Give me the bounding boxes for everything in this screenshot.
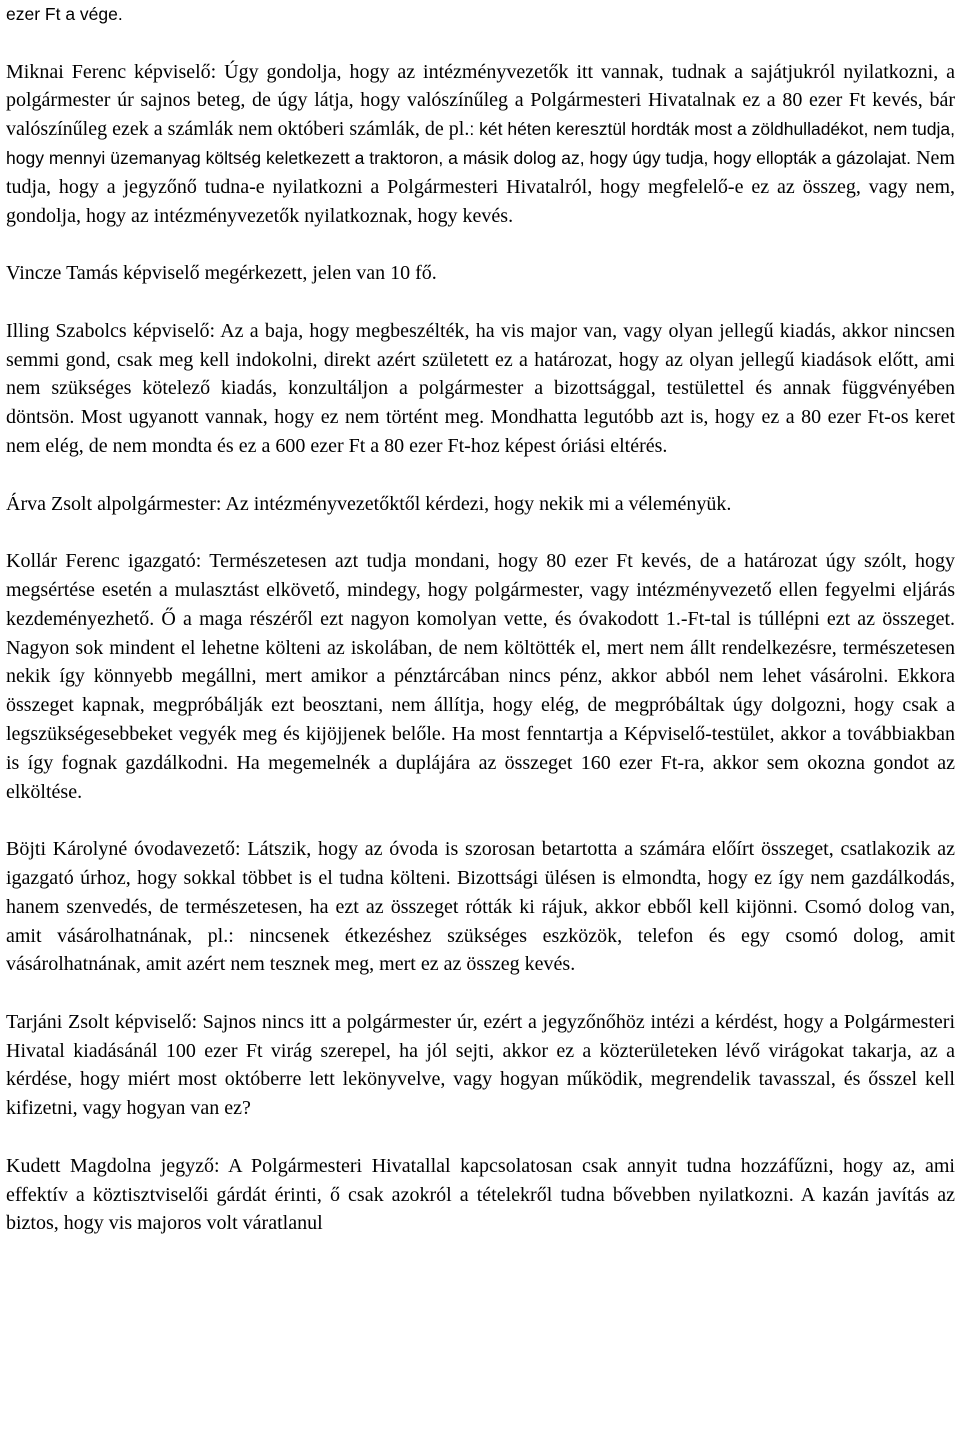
paragraph-text: Tarjáni Zsolt képviselő: Sajnos nincs itt a polgármester úr, ezért a jegyzőnőhöz intézi a kérdést, hogy a Polgármesteri Hivatal kiadásánál 100 ezer Ft virág szerepel, ha jól sejti, akkor ez a közterületeken lévő virágokat takarja, az a kérdése, hogy miért most októberre lett lekönyvelve, vagy hogyan működik, megrendelik tavasszal, és ősszel kell kifizetni, vagy hogyan van ez? (6, 1010, 955, 1120)
paragraph-gap (6, 979, 955, 1008)
paragraph-bojti-karolyne (6, 835, 955, 979)
paragraph-arva-zsolt (6, 490, 955, 519)
paragraph-gap (6, 230, 955, 259)
paragraph-kudett-magdolna (6, 1152, 955, 1238)
paragraph-kollar-ferenc (6, 547, 955, 806)
paragraph-illing-szabolcs (6, 317, 955, 461)
paragraph-gap (6, 518, 955, 547)
paragraph-tarjani-zsolt (6, 1008, 955, 1123)
paragraph-text: Miknai Ferenc képviselő: Úgy gondolja, hogy az intézményvezetők itt vannak, tudnak a sajátjukról nyilatkozni, a polgármester úr sajnos beteg, de úgy látja, hogy valószínűleg a Polgármesteri Hivatalnak ez a 80 ezer Ft kevés, bár valószínűleg ezek a számlák nem októberi számlák, de pl. (6, 60, 955, 141)
paragraph-miknai-ferenc (6, 58, 955, 231)
paragraph-intro-tail (6, 0, 955, 29)
paragraph-text: Illing Szabolcs képviselő: Az a baja, hogy megbeszélték, ha vis major van, vagy olyan jellegű kiadás, akkor nincsen semmi gond, csak meg kell indokolni, direkt azért született ez a határozat, hogy az olyan jellegű kiadások előtt, ami nem szükséges kötelező kiadás, konzultáljon a polgármester a bizottsággal, testülettel és annak függvényében döntsön. Most ugyanott vannak, hogy ez nem történt meg. Mondhatta legutóbb azt is, hogy ez a 80 ezer Ft-os keret nem elég, de nem mondta és ez a 600 ezer Ft a 80 ezer Ft-hoz képest óriási eltérés. (6, 319, 955, 457)
paragraph-text: Kollár Ferenc igazgató: Természetesen azt tudja mondani, hogy 80 ezer Ft kevés, de a határozat úgy szólt, hogy megsértése esetén a mulasztást elkövető, mindegy, hogy polgármester, vagy intézményvezető ellen fegyelmi eljárás kezdeményezhető. Ő a maga részéről ezt nagyon komolyan vette, és óvakodott 1.-Ft-tal is túllépni ezt az összeget. Nagyon sok mindent el lehetne költeni az iskolában, de nem költötték el, mert nem állt rendelkezésre, természetesen nekik így könnyebb megállni, mert amikor a pénztárcában nincs pénz, akkor abból nem lehet vásárolni. Ekkora összeget kapnak, megpróbálják ezt beosztani, nem állítja, hogy elég, de megpróbáltak úgy dolgozni, hogy csak a legszükségesebbeket vegyék meg és kijöjjenek belőle. Ha most fenntartja a Képviselő-testület, akkor a továbbiakban is így fognak gazdálkodni. Ha megemelnék a duplájára az összeget 160 ezer Ft-ra, akkor sem okozna gondot az elköltése. (6, 550, 955, 803)
paragraph-text: ezer Ft a vége. (6, 4, 123, 24)
paragraph-text: Nem tudja, hogy a jegyzőnő tudna-e nyilatkozni a Polgármesteri Hivatalról, hogy megfelelő-e ez az összeg, vagy nem, gondolja, hogy az intézményvezetők nyilatkoznak, hogy kevés. (6, 146, 955, 227)
paragraph-gap (6, 806, 955, 835)
paragraph-vincze-tamas (6, 259, 955, 288)
paragraph-text: Kudett Magdolna jegyző: A Polgármesteri Hivatallal kapcsolatosan csak annyit tudna hozzáfűzni, hogy az, ami effektív a köztisztviselői gárdát érinti, ő csak azokról a tételekről tudna bővebben nyilatkozni. A kazán javítás az biztos, hogy vis majoros volt váratlanul (6, 1154, 955, 1235)
document-page (6, 0, 955, 1238)
paragraph-text: : két héten keresztül hordták most a zöldhulladékot, nem tudja, hogy mennyi üzemanyag költség keletkezett a traktoron, a másik dolog az, hogy úgy tudja, hogy ellopták a gázolajat. (6, 119, 955, 168)
paragraph-gap (6, 29, 955, 58)
paragraph-gap (6, 288, 955, 317)
paragraph-gap (6, 461, 955, 490)
paragraph-gap (6, 1123, 955, 1152)
paragraph-text: Vincze Tamás képviselő megérkezett, jelen van 10 fő. (6, 262, 437, 285)
paragraph-text: Árva Zsolt alpolgármester: Az intézményvezetőktől kérdezi, hogy nekik mi a véleményük. (6, 492, 732, 515)
paragraph-text: Böjti Károlyné óvodavezető: Látszik, hogy az óvoda is szorosan betartotta a számára előírt összeget, csatlakozik az igazgató úrhoz, hogy sokkal többet is el tudna költeni. Bizottsági ülésen is elmondta, hogy ez így nem gazdálkodás, hanem szenvedés, de természetesen, ha ezt az összeget rótták ki rájuk, akkor ebből kell kijönni. Csomó dolog van, amit vásárolhatnának, pl.: nincsenek étkezéshez szükséges eszközök, telefon és egy csomó dolog, amit vásárolhatnának, amit azért nem tesznek meg, mert ez az összeg kevés. (6, 838, 955, 976)
